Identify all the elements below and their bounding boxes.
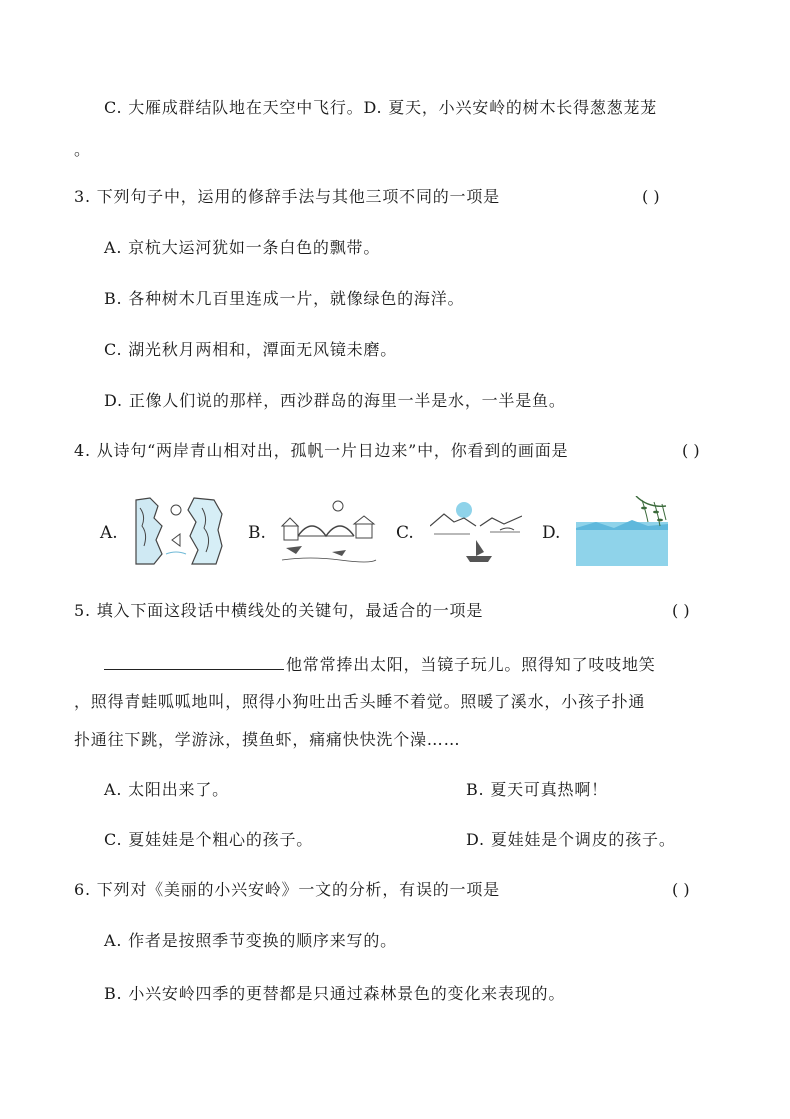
q6-answer-paren[interactable]: ( ) bbox=[672, 880, 690, 899]
q5-passage-text-1: 他常常捧出太阳，当镜子玩儿。照得知了吱吱地笑 bbox=[286, 655, 656, 674]
q4-image-cliffs[interactable] bbox=[132, 496, 224, 566]
q5-option-d: D. 夏娃娃是个调皮的孩子。 bbox=[466, 830, 676, 849]
q5-answer-paren[interactable]: ( ) bbox=[672, 601, 690, 620]
q4-answer-paren[interactable]: ( ) bbox=[682, 441, 700, 460]
q3-option-a: A. 京杭大运河犹如一条白色的飘带。 bbox=[104, 238, 381, 257]
q5-fill-blank[interactable] bbox=[104, 653, 284, 670]
q6-stem: 6. 下列对《美丽的小兴安岭》一文的分析，有误的一项是 bbox=[74, 880, 500, 899]
q4-label-b: B. bbox=[248, 523, 266, 543]
q2-option-cd: C. 大雁成群结队地在天空中飞行。D. 夏天，小兴安岭的树木长得葱葱茏茏 bbox=[104, 98, 658, 117]
q5-option-c: C. 夏娃娃是个粗心的孩子。 bbox=[104, 830, 314, 849]
q5-passage-line-2: ，照得青蛙呱呱地叫，照得小狗吐出舌头睡不着觉。照暖了溪水，小孩子扑通 bbox=[74, 692, 646, 711]
q4-image-willow[interactable] bbox=[576, 496, 668, 566]
q3-option-d: D. 正像人们说的那样，西沙群岛的海里一半是水，一半是鱼。 bbox=[104, 391, 566, 410]
q4-image-sun-boat[interactable] bbox=[430, 496, 522, 566]
q4-label-d: D. bbox=[542, 523, 561, 543]
q3-option-b: B. 各种树木几百里连成一片，就像绿色的海洋。 bbox=[104, 289, 465, 308]
q5-passage-line-3: 扑通往下跳，学游泳，摸鱼虾，痛痛快快洗个澡…… bbox=[74, 730, 461, 749]
q5-passage-line-1 bbox=[104, 653, 656, 676]
q4-stem: 4. 从诗句“两岸青山相对出，孤帆一片日边来”中，你看到的画面是 bbox=[74, 441, 569, 460]
q5-option-b: B. 夏天可真热啊！ bbox=[466, 780, 608, 799]
q6-option-b: B. 小兴安岭四季的更替都是只通过森林景色的变化来表现的。 bbox=[104, 984, 566, 1003]
q2-option-tail: 。 bbox=[74, 140, 91, 159]
q3-answer-paren[interactable]: ( ) bbox=[642, 187, 660, 206]
q3-stem: 3. 下列句子中，运用的修辞手法与其他三项不同的一项是 bbox=[74, 187, 500, 206]
q4-label-c: C. bbox=[396, 523, 414, 543]
q6-option-a: A. 作者是按照季节变换的顺序来写的。 bbox=[104, 931, 397, 950]
q4-image-bridge[interactable] bbox=[280, 496, 378, 566]
q4-label-a: A. bbox=[100, 523, 118, 543]
q3-option-c: C. 湖光秋月两相和，潭面无风镜未磨。 bbox=[104, 340, 398, 359]
q5-option-a: A. 太阳出来了。 bbox=[104, 780, 229, 799]
q5-stem: 5. 填入下面这段话中横线处的关键句，最适合的一项是 bbox=[74, 601, 484, 620]
